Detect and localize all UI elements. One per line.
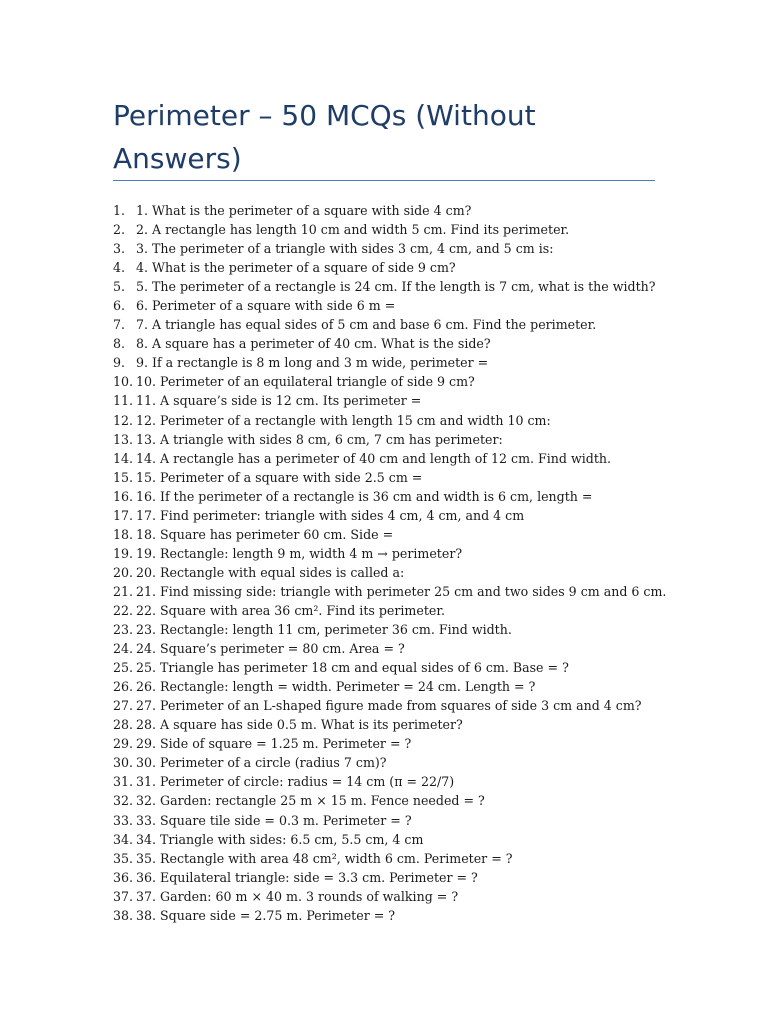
question-number: 35. bbox=[113, 850, 134, 866]
question-number: 8. bbox=[113, 336, 126, 352]
question-number: 7. bbox=[113, 317, 126, 333]
question-item bbox=[113, 372, 733, 391]
question-number: 33. bbox=[113, 812, 134, 828]
question-item bbox=[113, 906, 733, 925]
question-text: 27. Perimeter of an L-shaped figure made from squares of side 3 cm and 4 cm? bbox=[136, 698, 642, 714]
question-text: 37. Garden: 60 m × 40 m. 3 rounds of walking = ? bbox=[136, 888, 459, 904]
question-number: 37. bbox=[113, 888, 134, 904]
question-text: 8. A square has a perimeter of 40 cm. What is the side? bbox=[136, 336, 491, 352]
question-number: 31. bbox=[113, 774, 134, 790]
question-text: 13. A triangle with sides 8 cm, 6 cm, 7 cm has perimeter: bbox=[136, 431, 503, 447]
question-number: 16. bbox=[113, 488, 134, 504]
question-text: 11. A square’s side is 12 cm. Its perimeter = bbox=[136, 393, 422, 409]
question-text: 26. Rectangle: length = width. Perimeter = 24 cm. Length = ? bbox=[136, 679, 536, 695]
question-item bbox=[113, 334, 733, 353]
question-number: 38. bbox=[113, 907, 134, 923]
question-number: 32. bbox=[113, 793, 134, 809]
question-text: 28. A square has side 0.5 m. What is its perimeter? bbox=[136, 717, 463, 733]
question-text: 33. Square tile side = 0.3 m. Perimeter = ? bbox=[136, 812, 412, 828]
question-item bbox=[113, 487, 733, 506]
question-text: 5. The perimeter of a rectangle is 24 cm. If the length is 7 cm, what is the width? bbox=[136, 279, 656, 295]
question-item bbox=[113, 772, 733, 791]
question-item bbox=[113, 677, 733, 696]
question-item bbox=[113, 734, 733, 753]
question-number: 15. bbox=[113, 469, 134, 485]
question-text: 17. Find perimeter: triangle with sides 4 cm, 4 cm, and 4 cm bbox=[136, 507, 525, 523]
question-text: 18. Square has perimeter 60 cm. Side = bbox=[136, 526, 394, 542]
question-number: 18. bbox=[113, 526, 134, 542]
question-item bbox=[113, 391, 733, 410]
question-item bbox=[113, 506, 733, 525]
page-title: Perimeter – 50 MCQs (Without Answers) bbox=[113, 99, 536, 175]
question-number: 4. bbox=[113, 260, 126, 276]
question-item bbox=[113, 715, 733, 734]
question-number: 26. bbox=[113, 679, 134, 695]
question-item bbox=[113, 696, 733, 715]
question-text: 25. Triangle has perimeter 18 cm and equal sides of 6 cm. Base = ? bbox=[136, 660, 569, 676]
question-item bbox=[113, 315, 733, 334]
question-number: 2. bbox=[113, 222, 126, 238]
question-item bbox=[113, 753, 733, 772]
question-item bbox=[113, 582, 733, 601]
question-number: 28. bbox=[113, 717, 134, 733]
question-text: 3. The perimeter of a triangle with sides 3 cm, 4 cm, and 5 cm is: bbox=[136, 241, 554, 257]
question-number: 10. bbox=[113, 374, 134, 390]
question-text: 35. Rectangle with area 48 cm², width 6 cm. Perimeter = ? bbox=[136, 850, 513, 866]
question-number: 21. bbox=[113, 583, 134, 599]
question-text: 20. Rectangle with equal sides is called a: bbox=[136, 564, 405, 580]
question-item bbox=[113, 201, 733, 220]
title-underline bbox=[113, 180, 655, 181]
question-text: 12. Perimeter of a rectangle with length 15 cm and width 10 cm: bbox=[136, 412, 551, 428]
question-text: 7. A triangle has equal sides of 5 cm and base 6 cm. Find the perimeter. bbox=[136, 317, 597, 333]
question-text: 14. A rectangle has a perimeter of 40 cm and length of 12 cm. Find width. bbox=[136, 450, 612, 466]
question-item bbox=[113, 430, 733, 449]
question-number: 34. bbox=[113, 831, 134, 847]
question-text: 15. Perimeter of a square with side 2.5 cm = bbox=[136, 469, 423, 485]
question-text: 19. Rectangle: length 9 m, width 4 m → perimeter? bbox=[136, 545, 463, 561]
question-text: 16. If the perimeter of a rectangle is 36 cm and width is 6 cm, length = bbox=[136, 488, 593, 504]
question-item bbox=[113, 239, 733, 258]
question-number: 22. bbox=[113, 602, 134, 618]
question-item bbox=[113, 220, 733, 239]
question-number: 12. bbox=[113, 412, 134, 428]
question-item bbox=[113, 830, 733, 849]
question-text: 29. Side of square = 1.25 m. Perimeter = ? bbox=[136, 736, 412, 752]
question-item bbox=[113, 468, 733, 487]
question-number: 6. bbox=[113, 298, 126, 314]
question-item bbox=[113, 639, 733, 658]
question-number: 27. bbox=[113, 698, 134, 714]
question-text: 2. A rectangle has length 10 cm and width 5 cm. Find its perimeter. bbox=[136, 222, 570, 238]
question-number: 3. bbox=[113, 241, 126, 257]
question-text: 10. Perimeter of an equilateral triangle of side 9 cm? bbox=[136, 374, 475, 390]
question-item bbox=[113, 791, 733, 810]
question-number: 24. bbox=[113, 641, 134, 657]
question-text: 36. Equilateral triangle: side = 3.3 cm. Perimeter = ? bbox=[136, 869, 478, 885]
question-item bbox=[113, 258, 733, 277]
question-text: 9. If a rectangle is 8 m long and 3 m wide, perimeter = bbox=[136, 355, 489, 371]
question-number: 14. bbox=[113, 450, 134, 466]
question-list bbox=[113, 201, 733, 925]
question-number: 9. bbox=[113, 355, 126, 371]
question-text: 24. Square’s perimeter = 80 cm. Area = ? bbox=[136, 641, 405, 657]
question-text: 22. Square with area 36 cm². Find its perimeter. bbox=[136, 602, 445, 618]
question-text: 6. Perimeter of a square with side 6 m = bbox=[136, 298, 396, 314]
question-text: 23. Rectangle: length 11 cm, perimeter 36 cm. Find width. bbox=[136, 622, 512, 638]
question-item bbox=[113, 563, 733, 582]
question-item bbox=[113, 658, 733, 677]
question-number: 13. bbox=[113, 431, 134, 447]
question-number: 1. bbox=[113, 203, 126, 218]
question-item bbox=[113, 887, 733, 906]
question-number: 11. bbox=[113, 393, 134, 409]
question-text: 34. Triangle with sides: 6.5 cm, 5.5 cm, 4 cm bbox=[136, 831, 424, 847]
question-number: 20. bbox=[113, 564, 134, 580]
question-text: 32. Garden: rectangle 25 m × 15 m. Fence needed = ? bbox=[136, 793, 485, 809]
question-number: 36. bbox=[113, 869, 134, 885]
question-item bbox=[113, 353, 733, 372]
question-item bbox=[113, 601, 733, 620]
question-number: 30. bbox=[113, 755, 134, 771]
question-number: 19. bbox=[113, 545, 134, 561]
question-number: 5. bbox=[113, 279, 126, 295]
question-number: 17. bbox=[113, 507, 134, 523]
question-text: 31. Perimeter of circle: radius = 14 cm (π = 22/7) bbox=[136, 774, 455, 790]
question-text: 30. Perimeter of a circle (radius 7 cm)? bbox=[136, 755, 387, 771]
question-item bbox=[113, 449, 733, 468]
question-item bbox=[113, 296, 733, 315]
question-item bbox=[113, 868, 733, 887]
question-text: 4. What is the perimeter of a square of side 9 cm? bbox=[136, 260, 456, 276]
question-item bbox=[113, 849, 733, 868]
question-item bbox=[113, 411, 733, 430]
question-number: 29. bbox=[113, 736, 134, 752]
question-item bbox=[113, 620, 733, 639]
question-item bbox=[113, 277, 733, 296]
question-item bbox=[113, 525, 733, 544]
question-text: 38. Square side = 2.75 m. Perimeter = ? bbox=[136, 907, 396, 923]
question-item bbox=[113, 811, 733, 830]
question-number: 23. bbox=[113, 622, 134, 638]
question-item bbox=[113, 544, 733, 563]
question-number: 25. bbox=[113, 660, 134, 676]
question-text: 1. What is the perimeter of a square with side 4 cm? bbox=[136, 203, 472, 218]
question-text: 21. Find missing side: triangle with perimeter 25 cm and two sides 9 cm and 6 cm. bbox=[136, 583, 667, 599]
